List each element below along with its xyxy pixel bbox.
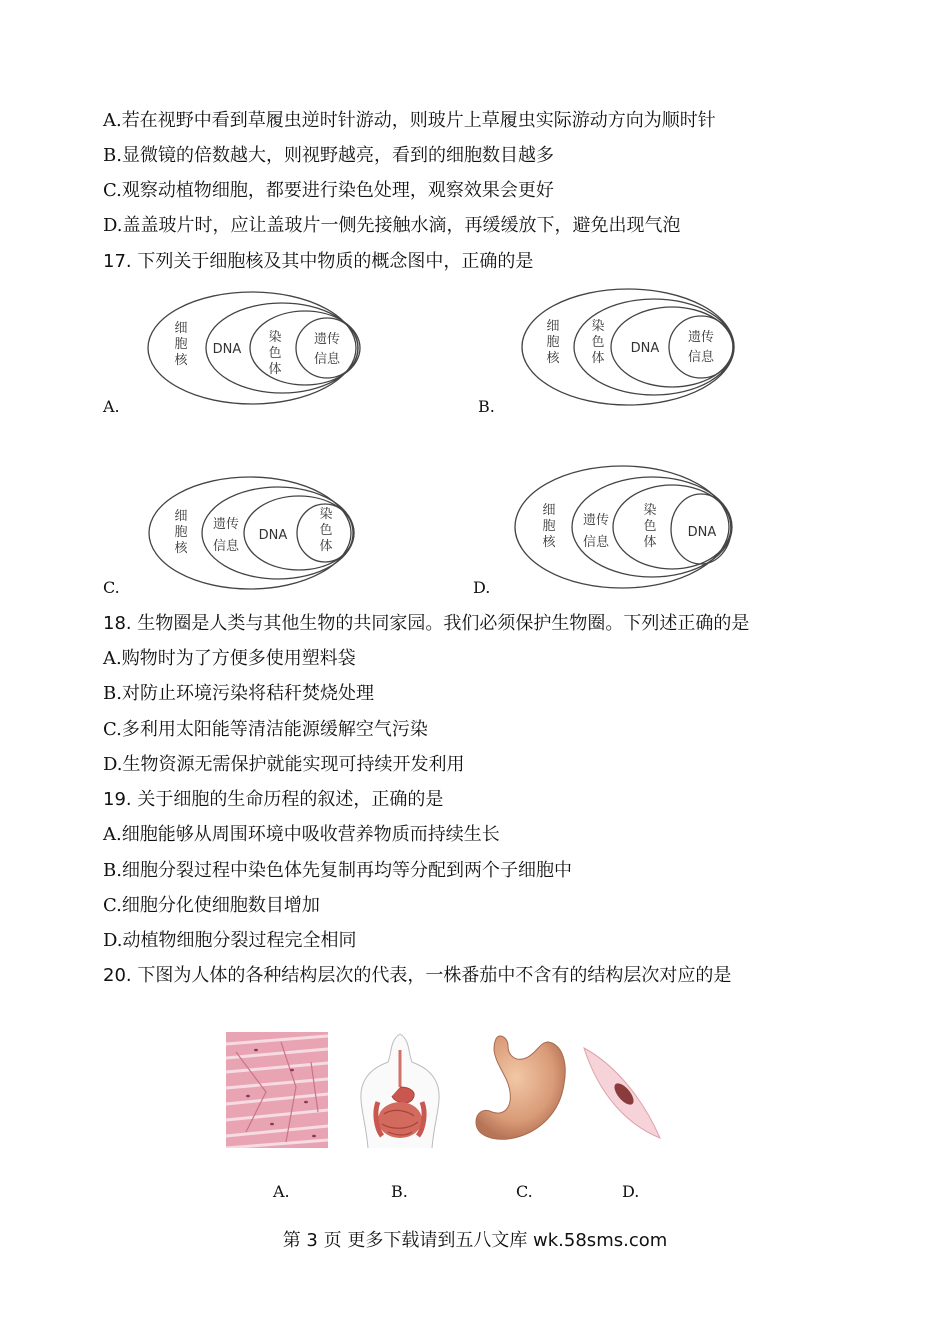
single-cell-icon <box>580 1042 664 1144</box>
q18-option-c: C.多利用太阳能等清洁能源缓解空气污染 <box>103 719 428 740</box>
q19-option-b: B.细胞分裂过程中染色体先复制再均等分配到两个子细胞中 <box>103 860 572 881</box>
q20-image-a-letter: A. <box>273 1182 290 1201</box>
digestive-system-icon <box>348 1032 452 1148</box>
label-genetic-info: 遗传信息 <box>313 332 341 367</box>
q16-option-a: A.若在视野中看到草履虫逆时针游动，则玻片上草履虫实际游动方向为顺时针 <box>103 110 716 131</box>
concept-diagram-d <box>512 461 734 594</box>
label-nucleus: 细胞核 <box>546 319 560 366</box>
q18-option-a: A.购物时为了方便多使用塑料袋 <box>103 648 356 669</box>
q19-option-c: C.细胞分化使细胞数目增加 <box>103 895 320 916</box>
stomach-organ-icon <box>470 1032 570 1144</box>
q20-image-d-letter: D. <box>622 1182 640 1201</box>
label-nucleus: 细胞核 <box>542 503 556 550</box>
q20-stem: 20. 下图为人体的各种结构层次的代表，一株番茄中不含有的结构层次对应的是 <box>103 965 732 986</box>
q16-option-b: B.显微镜的倍数越大，则视野越亮，看到的细胞数目越多 <box>103 145 554 166</box>
q18-stem: 18. 生物圈是人类与其他生物的共同家园。我们必须保护生物圈。下列述正确的是 <box>103 613 750 634</box>
label-genetic-info: 遗传信息 <box>212 517 240 554</box>
concept-diagram-c <box>146 472 358 596</box>
q17-diagram-b-letter: B. <box>478 397 495 416</box>
concept-diagram-b <box>518 284 740 412</box>
label-genetic-info: 遗传信息 <box>582 513 610 550</box>
q19-option-a: A.细胞能够从周围环境中吸收营养物质而持续生长 <box>103 824 500 845</box>
q17-diagram-c-letter: C. <box>103 578 120 597</box>
q18-option-d: D.生物资源无需保护就能实现可持续开发利用 <box>103 754 465 775</box>
label-nucleus: 细胞核 <box>174 509 188 556</box>
label-chromosome: 染色体 <box>268 330 282 377</box>
label-genetic-info: 遗传信息 <box>687 330 715 365</box>
q19-option-d: D.动植物细胞分裂过程完全相同 <box>103 930 357 951</box>
q20-image-c-letter: C. <box>516 1182 533 1201</box>
label-dna: DNA <box>630 341 660 356</box>
label-nucleus: 细胞核 <box>174 321 188 368</box>
q17-diagram-a-letter: A. <box>103 397 120 416</box>
q16-option-c: C.观察动植物细胞，都要进行染色处理，观察效果会更好 <box>103 180 554 201</box>
label-dna: DNA <box>258 528 288 543</box>
label-chromosome: 染色体 <box>591 319 605 366</box>
q20-image-b-letter: B. <box>391 1182 408 1201</box>
label-chromosome: 染色体 <box>319 507 333 554</box>
q17-diagram-d-letter: D. <box>473 578 491 597</box>
concept-diagram-a <box>145 287 365 412</box>
q18-option-b: B.对防止环境污染将秸秆焚烧处理 <box>103 683 374 704</box>
q16-option-d: D.盖盖玻片时，应让盖玻片一侧先接触水滴，再缓缓放下，避免出现气泡 <box>103 215 681 236</box>
label-chromosome: 染色体 <box>643 503 657 550</box>
q19-stem: 19. 关于细胞的生命历程的叙述，正确的是 <box>103 789 444 810</box>
label-dna: DNA <box>687 525 717 540</box>
muscle-tissue-icon <box>226 1032 328 1148</box>
q17-stem: 17. 下列关于细胞核及其中物质的概念图中，正确的是 <box>103 251 534 272</box>
label-dna: DNA <box>212 342 242 357</box>
page-footer: 第 3 页 更多下载请到五八文库 wk.58sms.com <box>282 1230 668 1251</box>
